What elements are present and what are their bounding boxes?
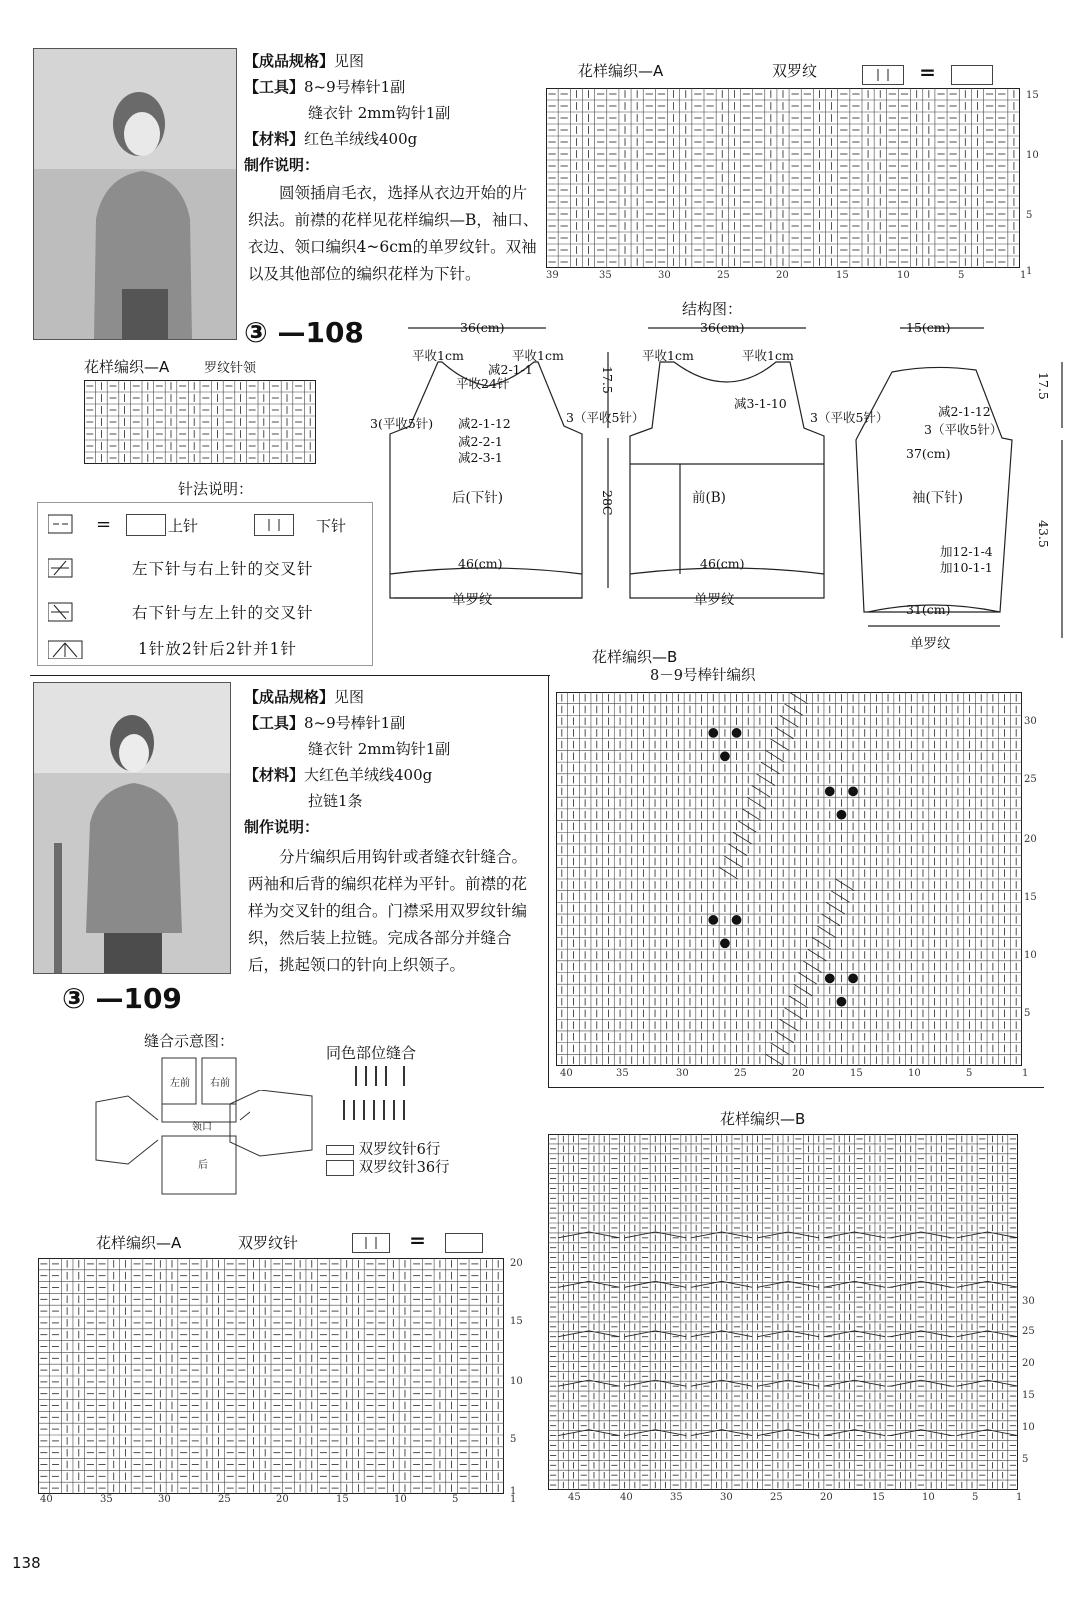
x-tick: 39 [546,270,559,281]
bobble-dot [732,728,742,738]
section-divider-vertical [548,675,549,1087]
x-tick: 20 [276,1494,289,1505]
y-tick: 15 [1026,90,1039,101]
chart-a-small-title: 花样编织—A [84,358,170,376]
instructions-text-109: 分片编织后用钩针或者缝衣针缝合。两袖和后背的编织花样为平针。前襟的花样为交叉针的组合。门襟采用双罗纹针编织，然后装上拉链。完成各部分并缝合后，挑起领口的针向上织领子。 [248,848,528,974]
section-divider-bottom [548,1087,1044,1088]
chart-a-bottom-y-axis [510,1258,540,1498]
chart-a-top-title: 花样编织—A [578,62,664,80]
x-tick: 10 [908,1068,921,1079]
y-tick: 25 [1024,774,1037,785]
chart-b-mid-x-axis [556,1068,1036,1082]
chart-a-top-subtitle: 双罗纹 [772,62,818,80]
x-tick: 15 [872,1492,885,1503]
y-tick: 15 [1022,1390,1035,1401]
y-tick: 20 [1024,834,1037,845]
y-tick: 10 [1026,150,1039,161]
bobble-dot [825,973,835,983]
chart-a-bottom-purl-symbol [445,1233,483,1253]
back-flat24: 平收24针 [456,376,510,391]
front-neck-left: 平收1cm [642,348,694,363]
x-tick: 40 [560,1068,573,1079]
x-tick: 35 [616,1068,629,1079]
spec-label-108: 【成品规格】 [244,52,335,70]
x-tick: 10 [394,1494,407,1505]
x-tick: 20 [776,270,789,281]
seam-left-front: 左前 [170,1078,190,1089]
purl-symbol [126,514,166,536]
legend-row1-left: 上针 [168,517,199,535]
back-raglan-right: 3（平收5针） [566,410,645,425]
x-tick: 35 [599,270,612,281]
sleeve-flat: 3（平收5针） [924,422,1003,437]
y-tick: 15 [1024,892,1037,903]
y-tick: 10 [1024,950,1037,961]
back-dec-a: 减2-1-12 [458,416,511,431]
chart-b-mid-title: 花样编织—B [592,648,678,666]
y-tick: 10 [510,1376,523,1387]
sleeve-cuff-width: 31(cm) [906,602,951,617]
chart-b-mid-subtitle: 8－9号棒针编织 [650,668,756,684]
sleeve-inc2: 加10-1-1 [940,560,993,575]
x-tick: 30 [676,1068,689,1079]
back-label: 后(下针) [452,490,504,506]
material-label-108: 【材料】 [244,130,305,148]
x-tick: 1 [1020,270,1027,281]
seam-symbols [340,1066,420,1126]
sleeve-label: 袖(下针) [912,490,964,506]
sleeve-height-body: 43.5 [1036,520,1051,548]
x-tick: 30 [158,1494,171,1505]
front-neck-right: 平收1cm [742,348,794,363]
chart-a-top-x-axis [544,270,1034,284]
sleeve-inc1: 加12-1-4 [940,544,993,559]
tools-value-108-1: 8~9号棒针1副 [304,78,406,96]
legend-title: 针法说明： [178,480,254,498]
chart-a-bottom-title: 花样编织—A [96,1234,182,1252]
back-neck-left: 平收1cm [412,348,464,363]
chart-b-bottom-y-axis [1022,1134,1052,1494]
x-tick: 30 [720,1492,733,1503]
tools-value-109-2: 缝衣针 2mm钩针1副 [308,740,451,758]
x-tick: 35 [670,1492,683,1503]
legend-row1-right: 下针 [316,517,347,535]
y-tick: 20 [510,1258,523,1269]
x-tick: 5 [958,270,965,281]
front-raglan-right: 3（平收5针） [810,410,889,425]
section-divider [30,675,550,676]
chart-a-top-purl-symbol [951,65,993,85]
material-value-109-1: 大红色羊绒线400g [304,766,433,784]
legend-row2: 左下针与右上针的交叉针 [132,560,314,578]
front-dec: 减3-1-10 [734,396,787,411]
bobble-dot [720,751,730,761]
chart-a-small-subtitle: 罗纹针领 [204,361,257,376]
legend-row4: 1针放2针后2针并1针 [138,640,297,658]
bobble-dot [720,938,730,948]
material-value-109-2: 拉链1条 [308,792,363,810]
knit-symbol [254,514,294,536]
chart-a-bottom-x-axis [38,1494,518,1508]
instructions-title-109: 制作说明： [244,818,320,836]
rib6-swatch [326,1145,354,1155]
item-number-108: ③ —108 [244,316,364,349]
y-tick: 20 [1022,1358,1035,1369]
seam-same-color: 同色部位缝合 [326,1044,417,1062]
sleeve-width-top: 15(cm) [906,320,951,335]
seam-right-sleeve [226,1090,316,1170]
x-tick: 20 [820,1492,833,1503]
back-neck-right: 平收1cm [512,348,564,363]
bobble-dot [708,728,718,738]
spec-value-109: 见图 [334,688,365,706]
back-rib: 单罗纹 [452,592,493,608]
seam-rib36: 双罗纹针36行 [358,1160,450,1176]
seam-title: 缝合示意图： [144,1032,235,1050]
back-dec-c: 减2-3-1 [458,450,503,465]
front-rib: 单罗纹 [694,592,735,608]
x-tick: 25 [717,270,730,281]
item-number-109: ③ —109 [62,982,182,1015]
chart-a-bottom-grid [38,1258,504,1494]
height-top: 17.5 [600,366,615,394]
chart-b-bottom-x-axis [548,1492,1028,1506]
chart-a-top-y-axis [1026,88,1056,278]
chart-b-bottom-grid [548,1134,1018,1490]
x-tick: 25 [218,1494,231,1505]
model-photo-108 [33,48,237,340]
instructions-text-108: 圆领插肩毛衣，选择从衣边开始的片织法。前襟的花样见花样编织—B，袖口、衣边、领口编织4~6cm的单罗纹针。双袖以及其他部位的编织花样为下针。 [248,184,539,283]
chart-a-bottom-subtitle: 双罗纹针 [238,1234,299,1252]
x-tick: 15 [836,270,849,281]
y-tick: 15 [510,1316,523,1327]
y-tick: 1 [1026,266,1033,277]
x-tick: 40 [40,1494,53,1505]
sleeve-dec: 减2-1-12 [938,404,991,419]
model-photo-108-illustration [34,49,236,339]
chart-b-mid-y-axis [1024,692,1054,1062]
x-tick: 1 [1016,1492,1023,1503]
bobble-dot [848,973,858,983]
material-label-109: 【材料】 [244,766,305,784]
bobble-dot [837,997,847,1007]
sleeve-height-top: 17.5 [1036,372,1051,400]
instructions-title-108: 制作说明： [244,156,320,174]
front-label: 前(B) [692,490,726,506]
back-hem-width: 46(cm) [458,556,503,571]
spec-label-109: 【成品规格】 [244,688,335,706]
x-tick: 15 [850,1068,863,1079]
legend-row3: 右下针与左上针的交叉针 [132,604,314,622]
chart-a-bottom-eq: = [409,1228,426,1252]
bobble-dot [708,915,718,925]
x-tick: 1 [510,1494,517,1505]
x-tick: 45 [568,1492,581,1503]
model-photo-109 [33,682,231,974]
x-tick: 35 [100,1494,113,1505]
material-value-108: 红色羊绒线400g [304,130,418,148]
bobble-dot [825,786,835,796]
front-hem-width: 46(cm) [700,556,745,571]
x-tick: 5 [452,1494,459,1505]
y-tick: 5 [1022,1454,1029,1465]
chart-a-small-grid [84,380,316,464]
back-dec-b: 减2-2-1 [458,434,503,449]
chart-b-bottom-title: 花样编织—B [720,1110,806,1128]
bobble-dot [848,786,858,796]
x-tick: 15 [336,1494,349,1505]
y-tick: 5 [1026,210,1033,221]
x-tick: 1 [1022,1068,1029,1079]
seam-right-front: 右前 [210,1078,230,1089]
spec-value-108: 见图 [334,52,365,70]
seam-back: 后 [198,1160,208,1171]
seam-rib6: 双罗纹针6行 [358,1142,441,1158]
legend-box [37,502,373,666]
structure-title: 结构图： [682,300,743,318]
x-tick: 10 [922,1492,935,1503]
x-tick: 5 [966,1068,973,1079]
x-tick: 30 [658,270,671,281]
back-dec1: 减2-1-1 [488,362,533,377]
chart-a-bottom-knit-symbol [352,1233,390,1253]
y-tick: 5 [510,1434,517,1445]
bobble-dot [732,915,742,925]
y-tick: 25 [1022,1326,1035,1337]
x-tick: 25 [734,1068,747,1079]
y-tick: 30 [1024,716,1037,727]
front-width-top: 36(cm) [700,320,745,335]
sleeve-rib: 单罗纹 [910,636,951,652]
x-tick: 5 [972,1492,979,1503]
back-raglan-left: 3(平收5针) [370,416,434,431]
y-tick: 1 [510,1486,517,1497]
rib36-swatch [326,1160,354,1176]
tools-value-109-1: 8~9号棒针1副 [304,714,406,732]
seam-collar: 领口 [192,1122,212,1133]
tools-value-108-2: 缝衣针 2mm钩针1副 [308,104,451,122]
y-tick: 5 [1024,1008,1031,1019]
x-tick: 25 [770,1492,783,1503]
tools-label-109: 【工具】 [244,714,305,732]
x-tick: 20 [792,1068,805,1079]
x-tick: 40 [620,1492,633,1503]
bobble-dot [837,810,847,820]
y-tick: 30 [1022,1296,1035,1307]
chart-a-top-grid [546,88,1020,268]
x-tick: 10 [897,270,910,281]
model-photo-109-illustration [34,683,230,973]
tools-label-108: 【工具】 [244,78,305,96]
chart-a-top-knit-symbol [862,65,904,85]
chart-b-mid-grid [556,692,1022,1066]
page-number: 138 [12,1554,41,1572]
legend-eq: = [96,514,112,535]
back-width-top: 36(cm) [460,320,505,335]
y-tick: 10 [1022,1422,1035,1433]
chart-a-top-eq: = [919,60,936,84]
sleeve-width: 37(cm) [906,446,951,461]
height-body: 28C [600,490,615,516]
